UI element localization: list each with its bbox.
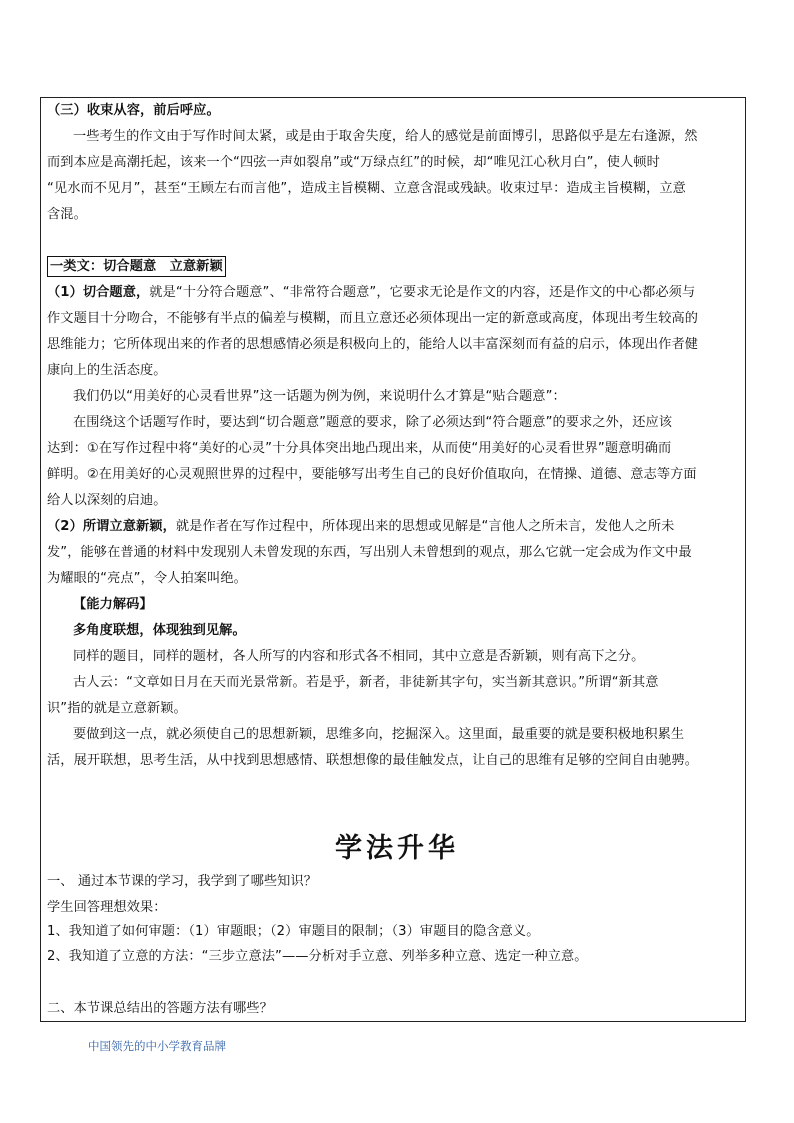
summary-title: 学法升华 <box>335 833 459 864</box>
section-heading: （三）收束从容，前后呼应。 <box>47 103 220 118</box>
paragraph-line: 一些考生的作文由于写作时间太紧，或是由于取舍失度，给人的感觉是前面博引，思路似乎是左右逢源，然 <box>73 129 698 144</box>
point-text: 就是“十分符合题意”、“非常符合题意”，它要求无论是作文的内容，还是作文的中心都必须与 <box>149 285 696 300</box>
answer-line: 学生回答理想效果： <box>47 900 167 915</box>
paragraph-line: 要做到这一点，就必须使自己的思想新颖，思维多向，挖掘深入。这里面，最重要的就是要积极地积累生 <box>73 727 685 742</box>
ability-subtitle: 多角度联想，体现独到见解。 <box>73 623 246 638</box>
paragraph-line: 我们仍以“用美好的心灵看世界”这一话题为例为例，来说明什么才算是“贴合题意”： <box>73 389 566 404</box>
question-line: 二、本节课总结出的答题方法有哪些？ <box>47 1001 273 1016</box>
boxed-heading: 一类文：切合题意 立意新颖 <box>47 256 226 277</box>
paragraph-line: 达到：①在写作过程中将“美好的心灵”十分具体突出地凸现出来，从而使“用美好的心灵看世界”题意明确而 <box>47 441 672 456</box>
paragraph-line: 识”指的就是立意新颖。 <box>47 701 187 716</box>
paragraph-line: 康向上的生活态度。 <box>47 363 167 378</box>
paragraph-line <box>47 280 739 306</box>
paragraph-line: 而到本应是高潮托起，该来一个“四弦一声如裂帛”或“万绿点红”的时候，却“唯见江心秋月白”，使人顿时 <box>47 155 660 170</box>
answer-line: 1、我知道了如何审题：（1）审题眼；（2）审题目的限制；（3）审题目的隐含意义。 <box>47 924 540 939</box>
paragraph-line: 思维能力；它所体现出来的作者的思想感情必须是积极向上的，能给人以丰富深刻而有益的启示，体现出作者健 <box>47 337 699 352</box>
point-label: （1）切合题意， <box>47 285 150 300</box>
paragraph-line <box>47 514 739 540</box>
question-line: 一、 通过本节课的学习，我学到了哪些知识？ <box>47 874 318 889</box>
paragraph-line: 给人以深刻的启迪。 <box>47 493 167 508</box>
paragraph-line: 为耀眼的“亮点”，令人拍案叫绝。 <box>47 571 247 586</box>
footer-brand: 中国领先的中小学教育品牌 <box>88 1039 226 1053</box>
paragraph-line: 在围绕这个话题写作时，要达到“切合题意”题意的要求，除了必须达到“符合题意”的要求之外，还应该 <box>73 415 673 430</box>
paragraph-line: 含混。 <box>47 207 87 222</box>
answer-line: 2、我知道了立意的方法：“三步立意法”——分析对手立意、列举多种立意、选定一种立意。 <box>47 949 588 964</box>
paragraph-line: “见水而不见月”，甚至“王顾左右而言他”，造成主旨模糊、立意含混或残缺。收束过早：造成主旨模糊，立意 <box>47 181 686 196</box>
paragraph-line: 发”，能够在普通的材料中发现别人未曾发现的东西，写出别人未曾想到的观点，那么它就一定会成为作文中最 <box>47 545 692 560</box>
paragraph-line: 作文题目十分吻合，不能够有半点的偏差与模糊，而且立意还必须体现出一定的新意或高度，体现出考生较高的 <box>47 311 699 326</box>
paragraph-line: 鲜明。②在用美好的心灵观照世界的过程中，要能够写出考生自己的良好价值取向，在情操、道德、意志等方面 <box>47 467 697 482</box>
ability-title: 【能力解码】 <box>73 597 153 612</box>
boxed-heading-row <box>47 254 739 280</box>
point-text: 就是作者在写作过程中，所体现出来的思想或见解是“言他人之所未言，发他人之所未 <box>175 519 675 534</box>
paragraph-line: 同样的题目，同样的题材，各人所写的内容和形式各不相同，其中立意是否新颖，则有高下之分。 <box>73 649 645 664</box>
paragraph-line: 古人云：“文章如日月在天而光景常新。若是乎，新者，非徒新其字句，实当新其意识。”所谓“新其意 <box>73 675 659 690</box>
point-label: （2）所谓立意新颖， <box>47 519 176 534</box>
paragraph-line: 活，展开联想，思考生活，从中找到思想感情、联想想像的最佳触发点，让自己的思维有足够的空间自由驰骋。 <box>47 753 699 768</box>
